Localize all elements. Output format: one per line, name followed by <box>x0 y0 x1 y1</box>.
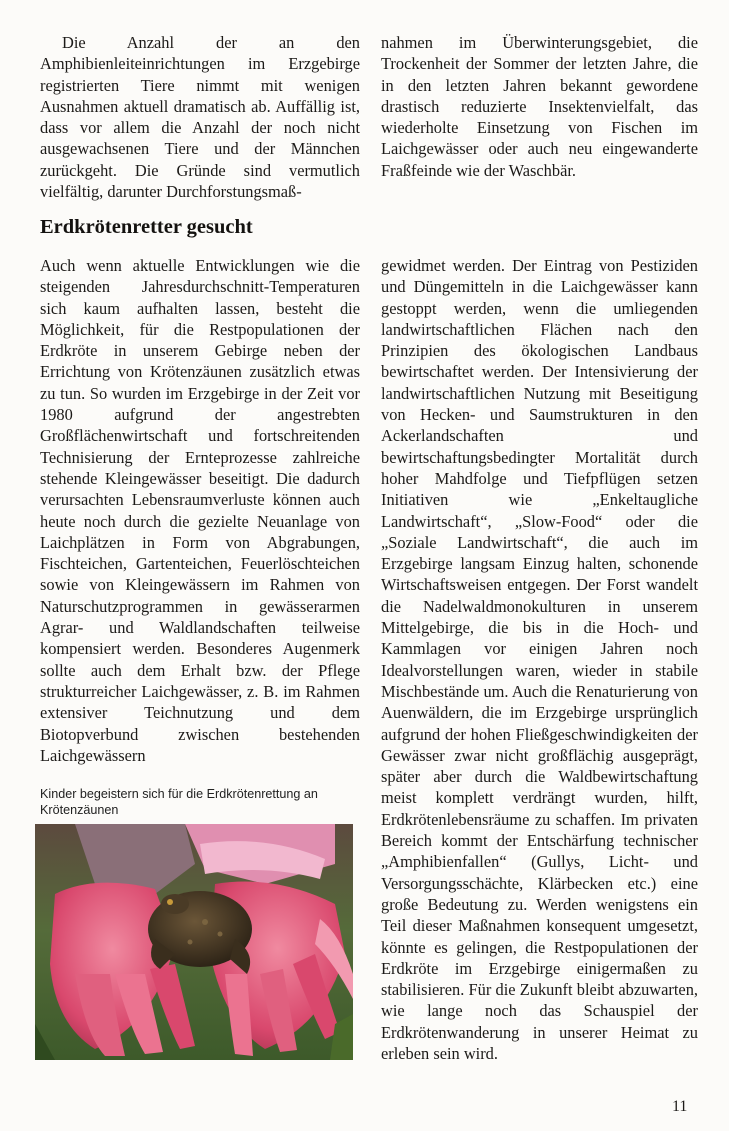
intro-column-left <box>40 32 360 202</box>
figure-caption: Kinder begeistern sich für die Erdkrötenrettung an Krötenzäunen <box>40 787 318 817</box>
page-number: 11 <box>672 1098 688 1115</box>
intro-paragraph-right: nahmen im Überwinterungsgebiet, die Trockenheit der Sommer der letzten Jahre, die in den letzten Jahren bekannt gewordene drastisch reduzierte Insektenvielfalt, das wiederholte Einsetzung von Fischen im Laichgewässer oder auch neu eingewanderte Fraßfeinde wie der Waschbär. <box>381 33 698 180</box>
photo-child-hands-toad <box>35 824 353 1060</box>
body-paragraph-left: Auch wenn aktuelle Entwicklungen wie die steigenden Jahresdurchschnitt-Temperaturen sich kaum aufhalten lassen, besteht die Möglichkeit, für die Restpopulationen der Erdkröte in unserem Gebirge neben der Errichtung von Krötenzäunen zusätzlich etwas zu tun. So wurden im Erzgebirge in der Zeit vor 1980 aufgrund der angestrebten Großflächenwirtschaft und fortschreitenden Technisierung der Ernteprozesse zahlreiche stehende Kleingewässer beseitigt. Die dadurch verursachten Lebensraumverluste können auch heute noch durch die gezielte Neuanlage von Laichplätzen in Form von Abgrabungen, Fischteichen, Gartenteichen, Feuerlöschteichen sowie von Kleingewässern im Rahmen von Naturschutzprogrammen in gewässerarmen Agrar- und Waldlandschaften teilweise kompensiert werden. Besonderes Augenmerk sollte auch dem Erhalt bzw. der Pflege strukturreicher Laichgewässer, z. B. im Rahmen extensiver Teichnutzung und dem Biotopverbund zwischen bestehenden Laichgewässern <box>40 256 360 765</box>
intro-column-right <box>381 32 698 181</box>
section-heading: Erdkrötenretter gesucht <box>40 216 253 238</box>
body-column-right <box>381 255 698 1064</box>
intro-paragraph-left: Die Anzahl der an den Amphibienleiteinrichtungen im Erzgebirge registrierten Tiere nimmt mit wenigen Ausnahmen aktuell dramatisch ab. Auffällig ist, dass vor allem die Anzahl der noch nicht ausgewachsenen Tiere und der Männchen zurückgeht. Die Gründe sind vermutlich vielfältig, darunter Durchforstungsmaß- <box>40 33 360 202</box>
body-paragraph-right: gewidmet werden. Der Eintrag von Pestiziden und Düngemitteln in die Laichgewässer kann gestoppt werden, wenn die umliegenden landwirtschaftlichen Flächen nach den Prinzipien des ökologischen Landbaus bewirtschaftet werden. Der Intensivierung der landwirtschaftlichen Nutzung mit Beseitigung von Hecken- und Saumstrukturen in den Ackerlandschaften und bewirtschaftungsbedingter Mortalität durch hoher Mahdfolge und Tiefpflügen setzen Initiativen wie „Enkeltaugliche Landwirtschaft“, „Slow-Food“ oder die „Soziale Landwirtschaft“, die auch im Erzgebirge langsam Einzug halten, schonende Wirtschaftsweisen entgegen. Der Forst wandelt die Nadelwaldmonokulturen in unserem Mittelgebirge, die bis in die Hoch- und Kammlagen vor einigen Jahren noch Idealvorstellungen waren, wieder in stabile Mischbestände um. Auch die Renaturierung von Auenwäldern, die im Erzgebirge ursprünglich aufgrund der hohen Fließgeschwindigkeiten der Gewässer zwar nicht großflächig ausgeprägt, später aber durch die Waldbewirtschaftung meist komplett verdrängt wurden, hilft, Erdkrötenlebensräume zu schaffen. Im privaten Bereich kommt der Entschärfung technischer „Amphibienfallen“ (Gullys, Licht- und Versorgungsschächte, Klärbecken etc.) eine große Bedeutung zu. Werden wenigstens ein Teil dieser Maßnahmen konsequent umgesetzt, könnte es gelingen, die Restpopulationen der Erdkröte im Erzgebirge einigermaßen zu stabilisieren. Für die Zukunft bleibt abzuwarten, wie lange noch das Schauspiel der Erdkrötenwanderung in unserer Heimat zu erleben sein wird. <box>381 256 698 1063</box>
body-column-left <box>40 255 360 766</box>
